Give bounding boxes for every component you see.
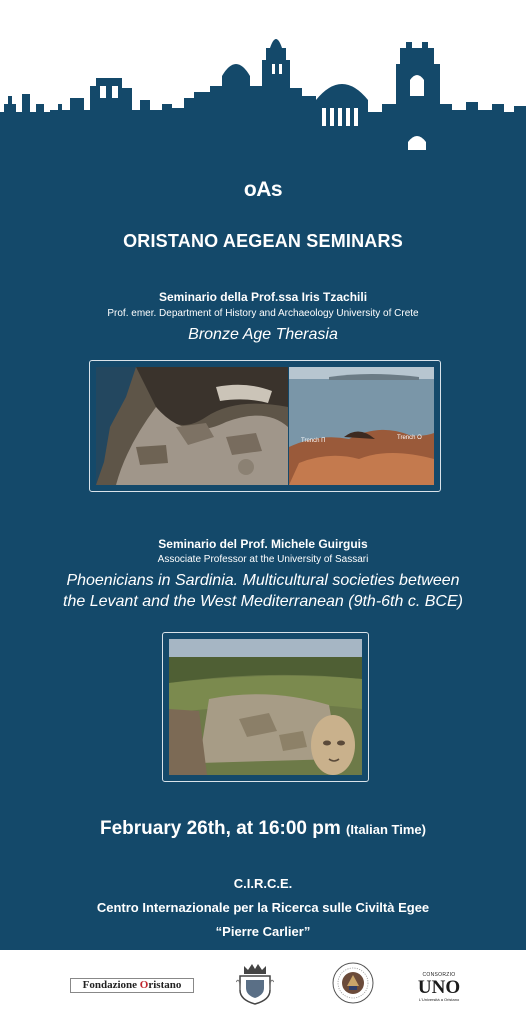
seminar-2-title [0, 570, 526, 612]
therasia-trench-photo [289, 367, 434, 485]
seminar-1-speaker: Seminario della Prof.ssa Iris Tzachili [158, 290, 368, 304]
seminar-2-affiliation: Associate Professor at the University of Sassari [157, 554, 369, 565]
seminar-2-speaker: Seminario del Prof. Michele Guirguis [158, 537, 368, 551]
organizer-acronym: C.I.R.C.E. [233, 876, 293, 891]
fondazione-rest: ristano [148, 979, 182, 991]
oristano-crest-icon [236, 962, 274, 1006]
trench-pi-label: Trench Π [301, 438, 326, 444]
trench-o-label: Trench O [397, 435, 422, 441]
seminar-2-title-line-1: Phoenicians in Sardinia. Multicultural societies between [66, 572, 460, 589]
seminar-2-title-line-2: the Levant and the West Mediterranean (9th-6th c. BCE) [63, 593, 463, 610]
sardinia-site-photo [169, 639, 362, 775]
consorzio-uno-logo [416, 972, 462, 1006]
organizer-name: Centro Internazionale per la Ricerca sulle Civiltà Egee [96, 900, 430, 915]
organizer-dedication: “Pierre Carlier” [215, 924, 311, 939]
university-seal-icon [332, 962, 374, 1004]
city-skyline-icon [0, 0, 526, 170]
uno-subtitle: L'Università a Oristano [418, 997, 460, 1002]
seminar-1-affiliation: Prof. emer. Department of History and Archaeology University of Crete [107, 308, 419, 319]
therasia-aerial-photo [96, 367, 288, 485]
uno-top-text: CONSORZIO [422, 972, 456, 978]
page-title: ORISTANO AEGEAN SEMINARS [123, 231, 403, 251]
seminar-1-title: Bronze Age Therasia [188, 326, 338, 343]
oas-logo: oAs [243, 178, 283, 201]
event-date [0, 818, 526, 840]
event-timezone: (Italian Time) [346, 822, 426, 837]
sponsor-footer [0, 950, 526, 1019]
event-date-text: February 26th, at 16:00 pm [100, 818, 341, 839]
fondazione-accent-letter: O [139, 979, 149, 991]
uno-wordmark: UNO [417, 977, 461, 998]
fondazione-word: Fondazione [82, 979, 140, 991]
fondazione-oristano-logo [70, 978, 194, 993]
